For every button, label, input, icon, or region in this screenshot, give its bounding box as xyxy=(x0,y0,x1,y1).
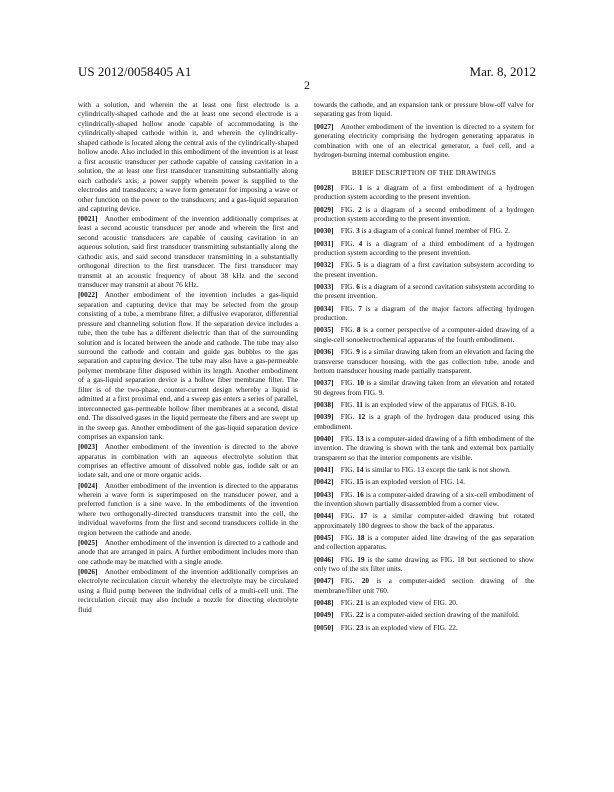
figure-description xyxy=(314,511,534,530)
figure-number: 19 xyxy=(357,554,365,564)
paragraph-number: [0021] xyxy=(78,214,98,224)
paragraph-number: [0046] xyxy=(314,554,334,564)
figure-number: 3 xyxy=(356,226,360,236)
figure-number: 22 xyxy=(356,610,364,620)
figure-description xyxy=(314,598,534,607)
paragraph-number: [0022] xyxy=(78,290,98,300)
figure-caption: is an exploded view of FIG. 20. xyxy=(363,598,458,608)
figure-prefix: FIG. xyxy=(340,622,357,632)
figure-number: 11 xyxy=(356,400,364,409)
figure-caption: is a computer-aided section drawing of the manifold. xyxy=(363,610,520,620)
figure-prefix: FIG. xyxy=(340,576,362,586)
paragraph-number: [0035] xyxy=(314,325,334,335)
paragraph xyxy=(78,442,298,480)
figure-caption: is an exploded view of FIG. 22. xyxy=(363,622,458,632)
paragraph-number: [0050] xyxy=(314,622,334,632)
figure-caption: is a diagram of a first embodiment of a hydrogen production system according to the present invention. xyxy=(314,182,534,202)
paragraph-number: [0037] xyxy=(314,378,334,388)
figure-number: 21 xyxy=(356,598,364,608)
figure-number: 13 xyxy=(356,433,364,443)
figure-description xyxy=(314,183,534,202)
paragraph-number: [0028] xyxy=(314,182,334,192)
figure-caption: is the same drawing as FIG. 18 but sectioned to show only two of the six filter units. xyxy=(314,554,535,574)
paragraph-number: [0031] xyxy=(314,238,334,248)
paragraph-number: [0032] xyxy=(314,260,334,270)
right-column xyxy=(314,100,534,635)
paragraph-text: Another embodiment of the invention additionally comprises at least a second acoustic transducer per anode and wherein the first and second acoustic transducers are capable of causing cavitation in an aqueous solution, said first transducer transmitting substantially along the cathodic axis, and said second transducer transmitting in a substantially orthogonal direction to the first transducer. The first transducer may transmit at an acoustic frequency of about 38 kHz and the second transducer may transmit at about 76 kHz. xyxy=(78,214,298,290)
figure-description xyxy=(314,304,534,323)
figure-caption: is similar to FIG. 13 except the tank is not shown. xyxy=(363,465,511,475)
figure-description xyxy=(314,378,534,397)
figure-prefix: FIG. xyxy=(340,325,357,335)
figure-description xyxy=(314,465,534,474)
paragraph-text: Another embodiment of the invention is directed to a system for generating electricity comprising the hydrogen generating apparatus in combination with one of an electrical generator, a fuel cell, and a hydrogen-burning internal combustion engine. xyxy=(314,121,534,160)
paragraph-number: [0026] xyxy=(78,566,98,576)
paragraph xyxy=(78,214,298,290)
paragraph xyxy=(78,567,298,614)
paragraph-number: [0043] xyxy=(314,489,334,499)
figure-number: 6 xyxy=(356,282,360,292)
paragraph-number: [0041] xyxy=(314,465,334,475)
figure-caption: is an exploded view of the apparatus of FIGS. 8-10. xyxy=(363,400,516,409)
figure-description xyxy=(314,434,534,462)
figure-description xyxy=(314,325,534,344)
figure-prefix: FIG. xyxy=(340,477,357,487)
figure-caption: is a diagram of a first cavitation subsystem according to the present invention. xyxy=(314,260,534,279)
figure-description xyxy=(314,239,534,258)
paragraph xyxy=(314,100,534,119)
figure-prefix: FIG. xyxy=(340,303,359,313)
paragraph-number: [0048] xyxy=(314,598,334,608)
figure-description xyxy=(314,610,534,619)
figure-prefix: FIG. xyxy=(340,378,357,388)
paragraph-text: towards the cathode, and an expansion tank or pressure blow-off valve for separating gas from liquid. xyxy=(314,100,534,119)
figure-number: 15 xyxy=(356,477,364,487)
figure-description xyxy=(314,226,534,235)
figure-prefix: FIG. xyxy=(340,533,358,543)
figure-number: 8 xyxy=(356,325,361,335)
figure-description xyxy=(314,490,534,509)
figure-description xyxy=(314,477,534,486)
figure-prefix: FIG. xyxy=(340,465,357,475)
figure-prefix: FIG. xyxy=(340,260,358,270)
paragraph-number: [0042] xyxy=(314,477,334,487)
left-column xyxy=(78,100,298,614)
paragraph xyxy=(78,100,298,213)
figure-number: 5 xyxy=(357,260,361,270)
figure-caption: is a similar drawing taken from an elevation and facing the transverse transducer housing, with the gas collection tube, anode and bottom transducer housing made partially transparent. xyxy=(314,347,534,376)
figure-caption: is a graph of the hydrogen data produced using this embodiment. xyxy=(314,412,535,431)
figure-prefix: FIG. xyxy=(340,433,357,443)
figure-caption: is a computer-aided drawing of a fifth embodiment of the invention. The drawing is shown with the tank and external box partially transparent so that the interior components are visible. xyxy=(314,433,535,462)
paragraph-number: [0040] xyxy=(314,433,334,443)
figure-description xyxy=(314,533,534,552)
figure-prefix: FIG. xyxy=(340,282,357,292)
paragraph xyxy=(78,538,298,566)
paragraph-number: [0030] xyxy=(314,226,334,236)
figure-number: 2 xyxy=(358,204,362,214)
figure-caption: is a diagram of a second cavitation subsystem according to the present invention. xyxy=(314,282,534,301)
figure-number: 4 xyxy=(358,238,363,248)
paragraph xyxy=(78,290,298,441)
figure-prefix: FIG. xyxy=(340,610,357,620)
paragraph-number: [0049] xyxy=(314,610,334,620)
paragraph-number: [0034] xyxy=(314,303,334,313)
paragraph-number: [0025] xyxy=(78,537,98,547)
figure-prefix: FIG. xyxy=(340,489,357,499)
paragraph-number: [0024] xyxy=(78,480,98,490)
figure-caption: is an exploded version of FIG. 14. xyxy=(363,477,466,487)
figure-caption: is a corner perspective of a computer-aided drawing of a single-cell sonoelectrochemical apparatus of the fourth embodiment. xyxy=(314,325,534,344)
paragraph-number: [0038] xyxy=(314,400,334,409)
figure-caption: is a diagram of the major factors affecting hydrogen production. xyxy=(314,303,535,323)
paragraph-text: with a solution, and wherein the at least one first electrode is a cylindrically-shaped cathode and the at least one second electrode is a cylindrically-shaped hollow anode capable of accommodating is the cylindrically-shaped cathode within it, and wherein the cylindrically-shaped cathode is located along the central axis of the cylindrically-shaped hollow anode. Also included in this embodiment of the invention is at least a first acoustic transducer per cathode capable of causing cavitation in a solution, the at least one first transducer transmitting substantially along each cathode's axis; a power supply wherein power is supplied to the electrodes and transducers; a wave form generator for imposing a wave or other function on the power to the transducers; and a gas-liquid separation and capturing device. xyxy=(78,100,298,213)
right-top-paragraphs xyxy=(314,100,534,160)
paragraph-number: [0047] xyxy=(314,576,334,586)
paragraph-text: Another embodiment of the invention additionally comprises an electrolyte recirculation circuit whereby the electrolyte may be circulated using a fluid pump between the individual cells of a multi-cell unit. The recirculation circuit may also include a nozzle for directing electrolyte fluid xyxy=(78,566,298,614)
figure-number: 1 xyxy=(358,182,363,192)
paragraph-number: [0044] xyxy=(314,511,334,521)
paragraph-number: [0029] xyxy=(314,204,334,214)
publication-number: US 2012/0058405 A1 xyxy=(78,64,192,79)
paragraph-text: Another embodiment of the invention is directed to the apparatus wherein a wave form is superimposed on the transducer power, and a preferred function is a sine wave. In the embodiments of the invention where two orthogonally-directed transducers transmit into the cell, the individual waveforms from the first and second transducers collide in the region between the cathode and anode. xyxy=(78,480,298,537)
figure-number: 23 xyxy=(356,622,364,632)
paragraph-number: [0045] xyxy=(314,533,334,543)
figure-caption: is a diagram of a third embodiment of a hydrogen production system according to the present invention. xyxy=(314,238,534,258)
figure-description xyxy=(314,412,534,431)
figure-description xyxy=(314,576,534,595)
figure-prefix: FIG. xyxy=(340,347,357,357)
figure-prefix: FIG. xyxy=(340,238,359,248)
figure-caption: is a diagram of a second embodiment of a hydrogen production system according to the present invention. xyxy=(314,204,534,224)
figure-number: 12 xyxy=(357,412,366,422)
figure-number: 7 xyxy=(358,303,362,313)
paragraph-number: [0023] xyxy=(78,442,98,452)
figure-prefix: FIG. xyxy=(340,182,359,192)
paragraph-number: [0027] xyxy=(314,121,334,131)
figure-prefix: FIG. xyxy=(340,554,358,564)
figure-prefix: FIG. xyxy=(340,598,357,608)
figure-caption: is a computer aided line drawing of the gas separation and collection apparatus. xyxy=(314,533,535,552)
figure-caption: is a similar computer-aided drawing but rotated approximately 180 degrees to show the back of the apparatus. xyxy=(314,511,534,530)
figure-number: 18 xyxy=(357,533,365,543)
paragraph-text: Another embodiment of the invention is directed to a cathode and anode that are arranged in pairs. A further embodiment includes more than one cathode may be matched with a single anode. xyxy=(78,537,298,566)
paragraph-text: Another embodiment of the invention includes a gas-liquid separation and capturing device that may be selected from the group consisting of a tube, a membrane filter, a diffusive evaporator, differential pressure and channeling solution flow. If the separation device includes a tube, then the tube has a different dielectric than that of the surrounding solution and is located between the anode and cathode. The tube may also surround the cathode and contain and guide gas bubbles to the gas separation and capturing device. The tube may also have a gas-permeable polymer membrane filter disposed within its length. Another embodiment of a gas-liquid separation device is a hollow fiber membrane filter. The filter is of the two-phase, counter-current design whereby a liquid is admitted at a first proximal end, and a sweep gas enters a series of parallel, interconnected gas-permeable hollow fiber membranes at a second, distal end. The dissolved gases in the liquid permeate the fibers and are swept up in the sweep gas. Another embodiment of the gas-liquid separation device comprises an expansion tank. xyxy=(78,290,298,442)
page-number: 2 xyxy=(304,78,310,92)
paragraph-number: [0033] xyxy=(314,282,334,292)
figure-number: 16 xyxy=(356,489,364,499)
figure-descriptions xyxy=(314,183,534,632)
figure-description xyxy=(314,282,534,301)
figure-number: 17 xyxy=(359,511,368,521)
figure-number: 20 xyxy=(361,576,370,586)
figure-caption: is a computer-aided drawing of a six-cell embodiment of the invention shown partially disassembled from a corner view. xyxy=(314,489,534,509)
figure-prefix: FIG. xyxy=(340,511,360,521)
figure-description xyxy=(314,623,534,632)
paragraph xyxy=(314,122,534,160)
figure-description xyxy=(314,400,534,409)
figure-description xyxy=(314,347,534,375)
paragraph-number: [0039] xyxy=(314,412,334,422)
figure-caption: is a diagram of a conical funnel member of FIG. 2. xyxy=(359,226,510,236)
figure-prefix: FIG. xyxy=(340,204,359,214)
figure-description xyxy=(314,555,534,574)
section-heading: BRIEF DESCRIPTION OF THE DRAWINGS xyxy=(351,167,497,177)
figure-prefix: FIG. xyxy=(340,412,358,422)
figure-description xyxy=(314,260,534,279)
figure-description xyxy=(314,205,534,224)
figure-number: 9 xyxy=(356,347,360,357)
figure-caption: is a computer-aided section drawing of the membrane/filter unit 760. xyxy=(314,576,535,595)
figure-prefix: FIG. xyxy=(340,400,357,409)
figure-number: 10 xyxy=(356,378,364,388)
figure-prefix: FIG. xyxy=(340,226,357,236)
publication-date: Mar. 8, 2012 xyxy=(469,64,536,79)
paragraph-text: Another embodiment of the invention is directed to the above apparatus in combination with an aqueous electrolyte solution that comprises an effective amount of dissolved noble gas, iodide salt or an iodate salt, and one or more organic acids. xyxy=(78,442,298,480)
figure-caption: is a similar drawing taken from an elevation and rotated 90 degrees from FIG. 9. xyxy=(314,378,535,397)
paragraph-number: [0036] xyxy=(314,347,334,357)
figure-number: 14 xyxy=(356,465,364,475)
paragraph xyxy=(78,481,298,538)
